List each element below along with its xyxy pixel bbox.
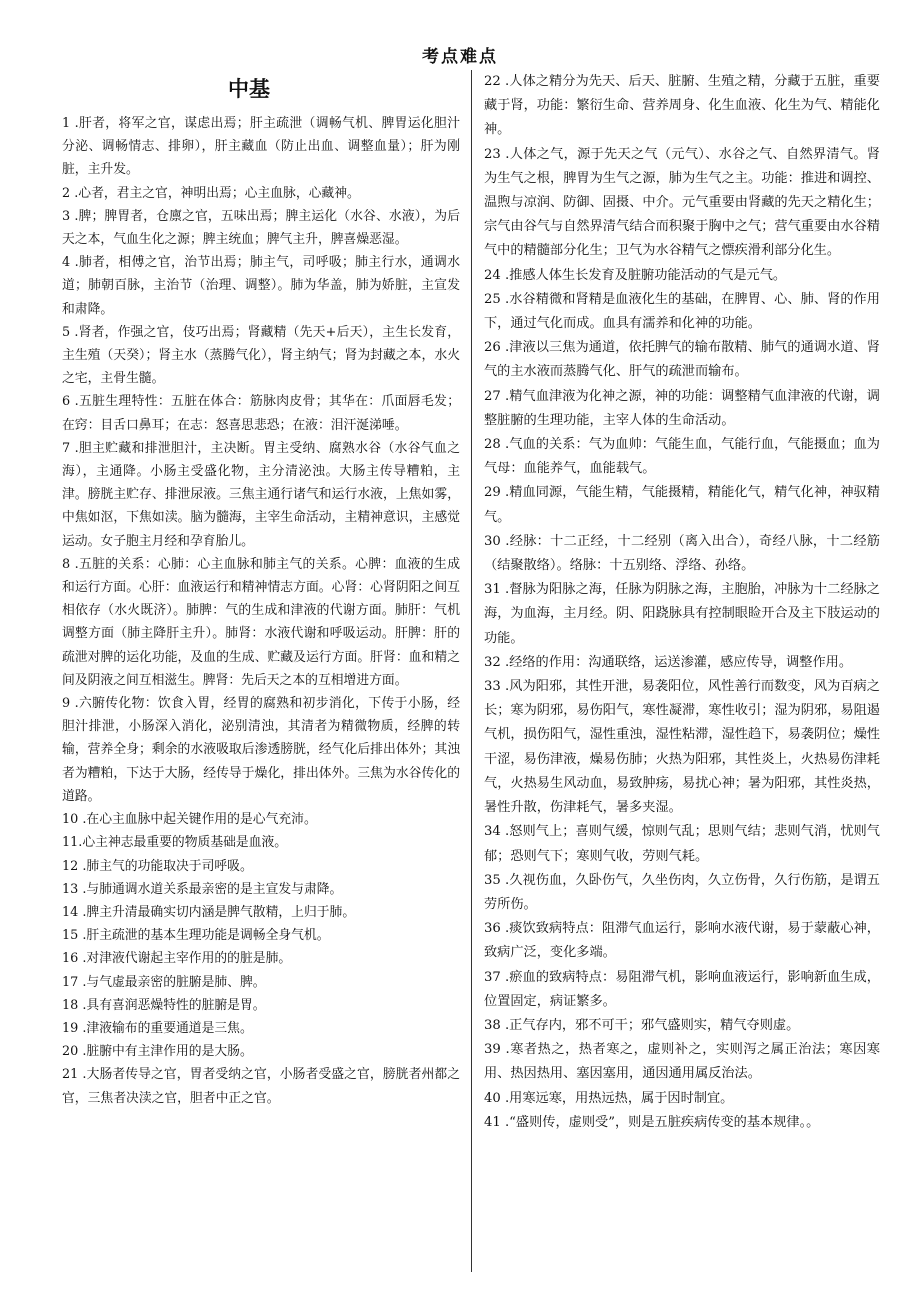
list-item: 5 .肾者，作强之官，伎巧出焉；肾藏精（先天+后天），主生长发育，主生殖（天癸）；肾主水（蒸腾气化），肾主纳气；肾为封藏之本，水火之宅，主骨生髓。 [62, 324, 460, 387]
list-item: 26 .津液以三焦为通道，依托脾气的输布散精、肺气的通调水道、肾气的主水液而蒸腾气化、肝气的疏泄而输布。 [484, 340, 880, 380]
section-title: 中基 [228, 77, 270, 101]
list-item: 23 .人体之气，源于先天之气（元气）、水谷之气、自然界清气。肾为生气之根，脾胃为生气之源，肺为生气之主。功能：推进和调控、温煦与凉润、防御、固摄、中介。元气重要由肾藏的先天之精化生；宗气由谷气与自然界清气结合而积聚于胸中之气；营气重要由水谷精气中的精髓部分化生；卫气为水谷精气之慓疾滑利部分化生。 [484, 146, 880, 259]
list-item: 35 .久视伤血，久卧伤气，久坐伤肉，久立伤骨，久行伤筋，是谓五劳所伤。 [484, 872, 880, 912]
list-item: 28 .气血的关系：气为血帅：气能生血，气能行血，气能摄血；血为气母：血能养气，血能载气。 [484, 437, 880, 477]
list-item: 18 .具有喜润恶燥特性的脏腑是胃。 [62, 997, 266, 1013]
list-item: 21 .大肠者传导之官，胃者受纳之官，小肠者受盛之官，膀胱者州都之官，三焦者决渎之官，胆者中正之官。 [62, 1067, 460, 1106]
list-item: 16 .对津液代谢起主宰作用的的脏是肺。 [62, 951, 292, 967]
list-item: 6 .五脏生理特性：五脏在体合：筋脉肉皮骨；其华在：爪面唇毛发；在窍：目舌口鼻耳；在志：怒喜思悲恐；在液：泪汗涎涕唾。 [62, 394, 460, 433]
list-item: 4 .肺者，相傅之官，治节出焉；肺主气，司呼吸；肺主行水，通调水道；肺朝百脉，主治节（治理、调整）。肺为华盖，肺为娇脏，主宣发和肃降。 [62, 255, 460, 317]
left-item-list [62, 112, 460, 1110]
list-item: 2 .心者，君主之官，神明出焉；心主血脉，心藏神。 [62, 185, 360, 201]
list-item: 33 .风为阳邪，其性开泄，易袭阳位，风性善行而数变，风为百病之长；寒为阴邪，易伤阳气，寒性凝滞，寒性收引；湿为阴邪，易阻遏气机，损伤阳气，湿性重浊，湿性粘滞，湿性趋下，易袭阴位；燥性干涩，易伤津液，燥易伤肺；火热为阳邪，其性炎上，火热易伤津耗气，火热易生风动血，易致肿疡，易扰心神；暑为阳邪，其性炎热，暑性升散，伤津耗气，暑多夹湿。 [484, 679, 880, 816]
list-item: 24 .推感人体生长发育及脏腑功能活动的气是元气。 [484, 267, 787, 283]
list-item: 32 .经络的作用：沟通联络，运送渗灌，感应传导，调整作用。 [484, 654, 853, 670]
list-item: 10 .在心主血脉中起关键作用的是心气充沛。 [62, 812, 317, 828]
list-item: 38 .正气存内，邪不可干；邪气盛则实，精气夺则虚。 [484, 1017, 800, 1033]
list-item: 15 .肝主疏泄的基本生理功能是调畅全身气机。 [62, 928, 330, 944]
list-item: 13 .与肺通调水道关系最亲密的是主宣发与肃降。 [62, 881, 343, 897]
list-item: 25 .水谷精微和肾精是血液化生的基础，在脾胃、心、肺、肾的作用下，通过气化而成。血具有濡养和化神的功能。 [484, 291, 880, 332]
list-item: 17 .与气虚最亲密的脏腑是肺、脾。 [62, 974, 266, 990]
right-column [484, 70, 880, 1135]
list-item: 30 .经脉：十二正经，十二经别（离入出合），奇经八脉，十二经筋（结聚散络）。络脉：十五别络、浮络、孙络。 [484, 533, 880, 574]
list-item: 11.心主神志最重要的物质基础是血液。 [62, 835, 288, 851]
list-item: 8 .五脏的关系：心肺：心主血脉和肺主气的关系。心脾：血液的生成和运行方面。心肝：血液运行和精神情志方面。心肾：心肾阴阳之间互相依存（水火既济）。肺脾：气的生成和津液的代谢方面。肺肝：气机调整方面（肺主降肝主升）。肺肾：水液代谢和呼吸运动。肝脾：肝的疏泄对脾的运化功能，及血的生成、贮藏及运行方面。肝肾：血和精之间及阴液之间互相滋生。脾肾：先后天之本的互相增进方面。 [62, 556, 460, 688]
list-item: 34 .怒则气上；喜则气缓，惊则气乱；思则气结；悲则气消，忧则气郁；恐则气下；寒则气收，劳则气耗。 [484, 824, 880, 864]
list-item: 40 .用寒远寒，用热远热，属于因时制宜。 [484, 1090, 734, 1106]
right-item-list [484, 70, 880, 1135]
list-item: 39 .寒者热之，热者寒之，虚则补之，实则泻之属正治法；寒因寒用、热因热用、塞因塞用，通因通用属反治法。 [484, 1042, 880, 1082]
list-item: 31 .督脉为阳脉之海，任脉为阴脉之海，主胞胎，冲脉为十二经脉之海，为血海，主月经。阴、阳跷脉具有控制眼睑开合及主下肢运动的功能。 [484, 582, 880, 646]
list-item: 7 .胆主贮藏和排泄胆汁，主决断。胃主受纳、腐熟水谷（水谷气血之海），主通降。小肠主受盛化物，主分清泌浊。大肠主传导糟粕，主津。膀胱主贮存、排泄尿液。三焦主通行诸气和运行水液，上焦如雾，中焦如沤，下焦如渎。脑为髓海，主宰生命活动，主精神意识，主感觉运动。女子胞主月经和孕育胎儿。 [62, 440, 460, 549]
list-item: 29 .精血同源，气能生精，气能摄精，精能化气，精气化神，神驭精气。 [484, 485, 880, 525]
list-item: 37 .瘀血的致病特点：易阻滞气机，影响血液运行，影响新血生成，位置固定，病证繁多。 [484, 969, 880, 1009]
list-item: 19 .津液输布的重要通道是三焦。 [62, 1020, 253, 1036]
list-item: 36 .痰饮致病特点：阻滞气血运行，影响水液代谢，易于蒙蔽心神，致病广泛，变化多端。 [484, 921, 880, 961]
column-divider [471, 70, 472, 1272]
list-item: 22 .人体之精分为先天、后天、脏腑、生殖之精，分藏于五脏，重要藏于肾，功能：繁衍生命、营养周身、化生血液、化生为气、精能化神。 [484, 74, 880, 138]
list-item: 20 .脏腑中有主津作用的是大肠。 [62, 1044, 253, 1060]
page-title: 考点难点 [422, 47, 498, 67]
list-item: 9 .六腑传化物：饮食入胃，经胃的腐熟和初步消化，下传于小肠，经胆汁排泄，小肠深入消化，泌别清浊，其清者为精微物质，经脾的转输，营养全身；剩余的水液吸取后渗透膀胱，经气化后排出体外；其浊者为糟粕，下达于大肠，经传导于燥化，排出体外。三焦为水谷传化的道路。 [62, 696, 460, 804]
list-item: 1 .肝者，将军之官，谋虑出焉；肝主疏泄（调畅气机、脾胃运化胆汁分泌、调畅情志、排卵），肝主藏血（防止出血、调整血量）；肝为刚脏，主升发。 [62, 116, 460, 178]
list-item: 12 .肺主气的功能取决于司呼吸。 [62, 858, 253, 874]
list-item: 3 .脾；脾胃者，仓廪之官，五味出焉；脾主运化（水谷、水液），为后天之本，气血生化之源；脾主统血；脾气主升，脾喜燥恶湿。 [62, 208, 460, 248]
left-column [62, 74, 460, 1110]
list-item: 27 .精气血津液为化神之源，神的功能：调整精气血津液的代谢，调整脏腑的生理功能，主宰人体的生命活动。 [484, 388, 880, 428]
list-item: 41 .“盛则传，虚则受”，则是五脏疾病传变的基本规律。。 [484, 1114, 820, 1130]
list-item: 14 .脾主升清最确实切内涵是脾气散精，上归于肺。 [62, 904, 356, 920]
